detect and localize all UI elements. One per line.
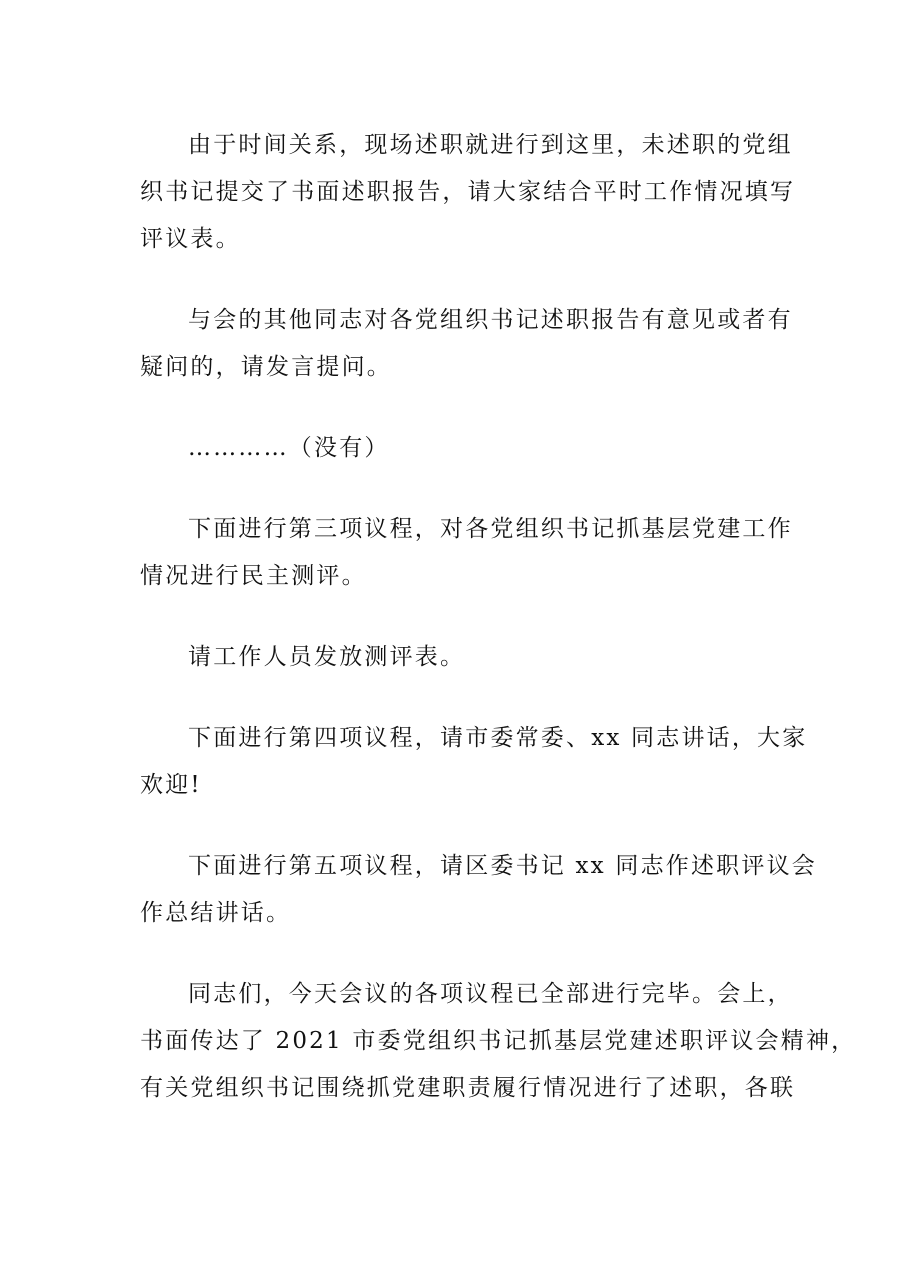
document-body xyxy=(140,122,857,1146)
paragraph-line: 由于时间关系，现场述职就进行到这里，未述职的党组 xyxy=(188,132,793,158)
paragraph-8 xyxy=(140,971,857,1112)
paragraph-5 xyxy=(140,634,772,681)
paragraph-line: 下面进行第五项议程，请区委书记 xx 同志作述职评议会 xyxy=(188,853,817,879)
paragraph-line: 同志们，今天会议的各项议程已全部进行完毕。会上， xyxy=(188,981,793,1007)
paragraph-1 xyxy=(140,122,796,263)
paragraph-line: 欢迎! xyxy=(140,772,202,798)
paragraph-line: 疑问的，请发言提问。 xyxy=(140,354,392,380)
paragraph-line: 书面传达了 2021 市委党组织书记抓基层党建述职评议会精神， xyxy=(140,1028,857,1054)
paragraph-4 xyxy=(140,506,793,600)
paragraph-line: …………（没有） xyxy=(188,435,390,461)
paragraph-line: 评议表。 xyxy=(140,226,241,252)
paragraph-2 xyxy=(140,297,793,391)
paragraph-line: 有关党组织书记围绕抓党建职责履行情况进行了述职，各联 xyxy=(140,1075,796,1101)
paragraph-7 xyxy=(140,843,817,937)
paragraph-line: 作总结讲话。 xyxy=(140,900,292,926)
paragraph-line: 请工作人员发放测评表。 xyxy=(188,644,466,670)
paragraph-line: 下面进行第四项议程，请市委常委、xx 同志讲话，大家 xyxy=(188,725,808,751)
paragraph-3 xyxy=(140,425,772,472)
paragraph-line: 下面进行第三项议程，对各党组织书记抓基层党建工作 xyxy=(188,516,793,542)
paragraph-line: 情况进行民主测评。 xyxy=(140,563,367,589)
paragraph-line: 织书记提交了书面述职报告，请大家结合平时工作情况填写 xyxy=(140,179,796,205)
paragraph-6 xyxy=(140,715,808,809)
paragraph-line: 与会的其他同志对各党组织书记述职报告有意见或者有 xyxy=(188,307,793,333)
